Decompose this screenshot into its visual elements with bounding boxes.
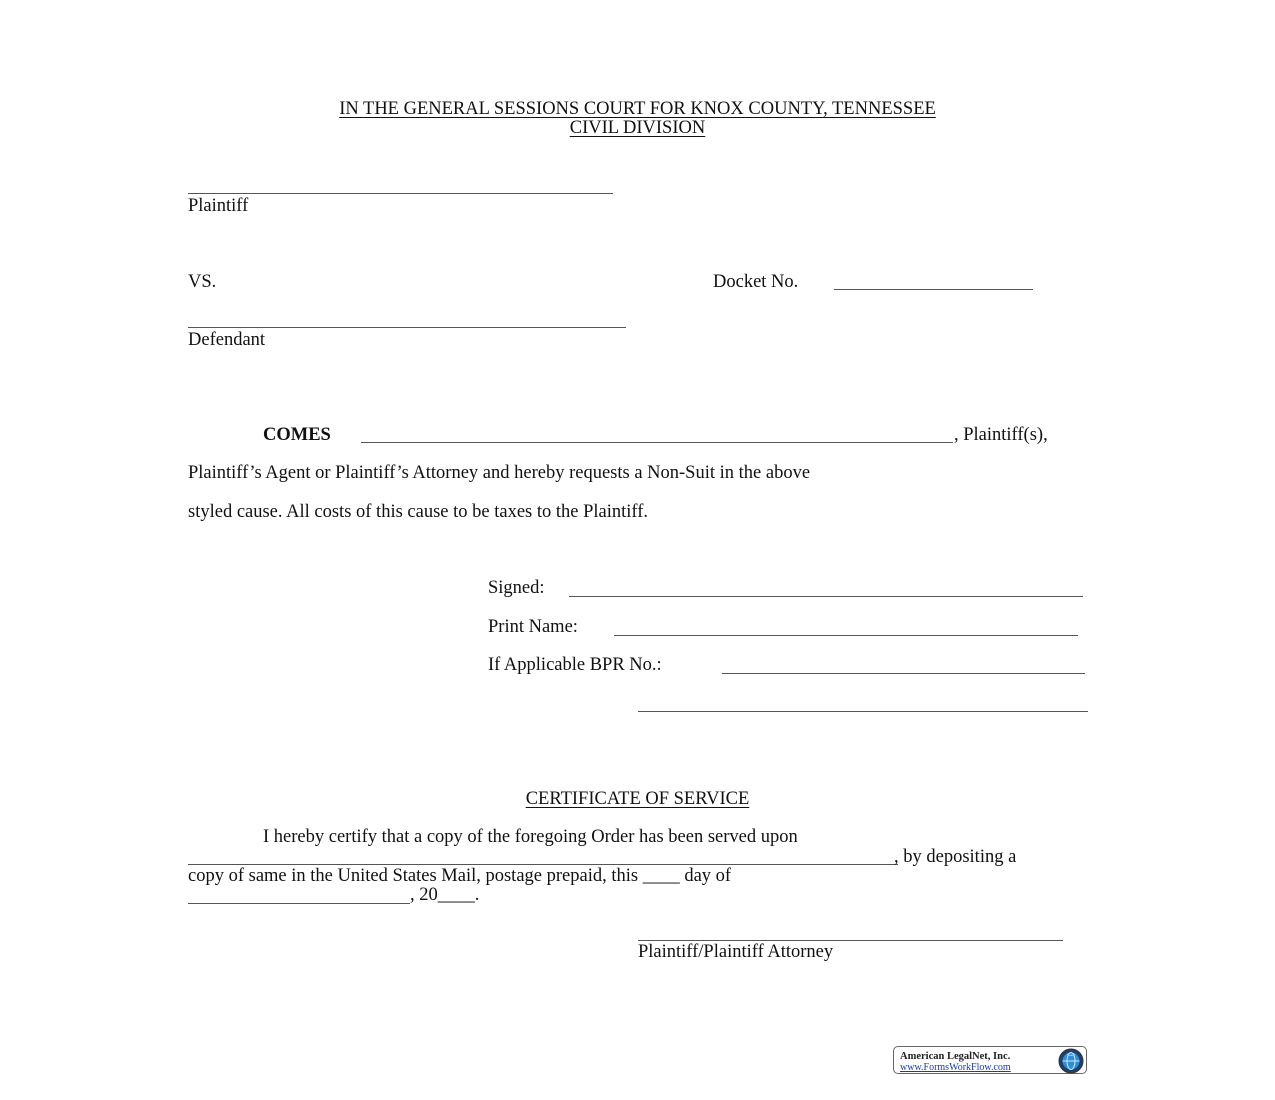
print-name-line[interactable] bbox=[614, 635, 1078, 636]
bpr-line[interactable] bbox=[722, 673, 1085, 674]
certificate-line2-suffix: , by depositing a bbox=[894, 847, 1017, 867]
comes-word: COMES bbox=[263, 425, 331, 445]
defendant-name-line[interactable] bbox=[188, 327, 626, 328]
certificate-signer-label: Plaintiff/Plaintiff Attorney bbox=[638, 942, 834, 962]
comes-party-line[interactable] bbox=[361, 442, 953, 443]
docket-number-line[interactable] bbox=[834, 289, 1033, 290]
footer-badge bbox=[893, 1046, 1087, 1074]
body-line3: styled cause. All costs of this cause to be taxes to the Plaintiff. bbox=[188, 502, 649, 522]
court-title: IN THE GENERAL SESSIONS COURT FOR KNOX COUNTY, TENNESSEE bbox=[339, 99, 936, 119]
footer-url-link[interactable]: www.FormsWorkFlow.com bbox=[900, 1062, 1011, 1073]
division-title: CIVIL DIVISION bbox=[569, 118, 706, 138]
month-line[interactable] bbox=[188, 903, 410, 904]
footer-company: American LegalNet, Inc. bbox=[900, 1051, 1011, 1062]
vs-label: VS. bbox=[188, 272, 217, 292]
certificate-title: CERTIFICATE OF SERVICE bbox=[525, 789, 750, 809]
body-line2: Plaintiff’s Agent or Plaintiff’s Attorney and hereby requests a Non-Suit in the above bbox=[188, 463, 811, 483]
signed-label: Signed: bbox=[488, 578, 545, 598]
plaintiff-label: Plaintiff bbox=[188, 196, 249, 216]
plaintiff-name-line[interactable] bbox=[188, 193, 613, 194]
bpr-label: If Applicable BPR No.: bbox=[488, 655, 662, 675]
defendant-label: Defendant bbox=[188, 330, 266, 350]
body-line1-suffix: , Plaintiff(s), bbox=[954, 425, 1048, 445]
extra-signature-line[interactable] bbox=[638, 711, 1088, 712]
certificate-line3: copy of same in the United States Mail, postage prepaid, this ____ day of bbox=[188, 866, 732, 886]
print-name-label: Print Name: bbox=[488, 617, 578, 637]
certificate-signature-line[interactable] bbox=[638, 940, 1063, 941]
certificate-line1: I hereby certify that a copy of the foregoing Order has been served upon bbox=[263, 827, 798, 847]
docket-label: Docket No. bbox=[713, 272, 799, 292]
globe-logo-icon bbox=[1058, 1048, 1084, 1074]
certificate-line4-suffix: , 20____. bbox=[410, 885, 480, 905]
served-party-line[interactable] bbox=[188, 864, 898, 865]
signed-line[interactable] bbox=[569, 596, 1083, 597]
